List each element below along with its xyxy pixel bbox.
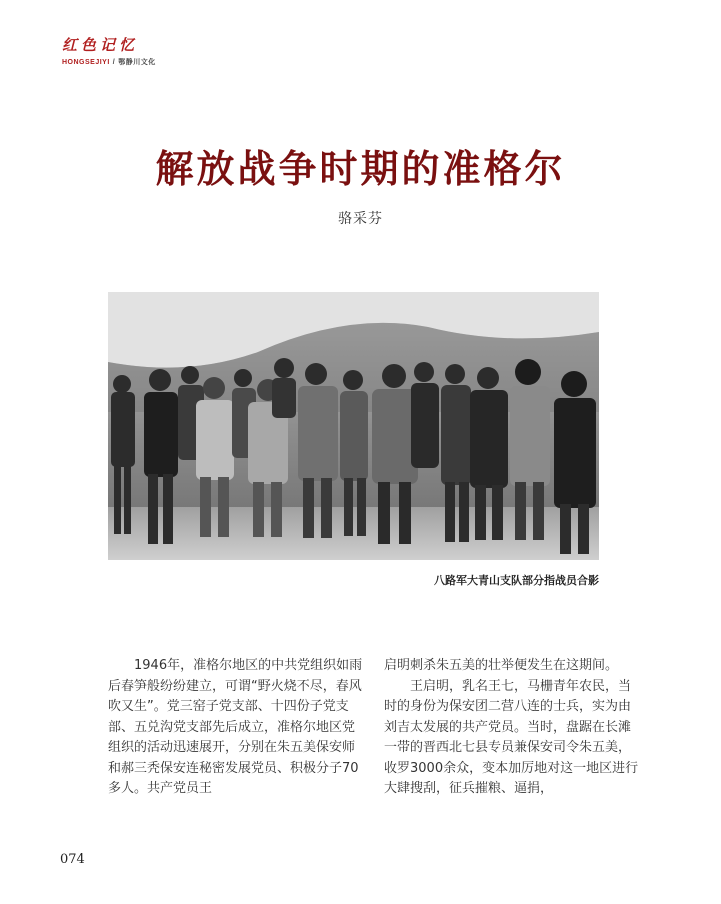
page-number: 074 [60, 852, 85, 867]
section-separator: / [112, 59, 116, 66]
body-column-right [384, 656, 640, 800]
soldier-figure [272, 358, 296, 418]
article-author: 骆采芬 [338, 211, 383, 227]
section-subtitle: 鄂静川文化 [118, 59, 156, 66]
photo-caption: 八路军大青山支队部分指战员合影 [434, 574, 599, 587]
section-header [62, 34, 156, 67]
body-column-left [108, 656, 364, 800]
section-title: 红色记忆 [62, 36, 139, 54]
photo-illustration [108, 292, 599, 560]
historical-group-photo [108, 292, 599, 560]
paragraph: 1946年，准格尔地区的中共党组织如雨后春笋般纷纷建立，可谓“野火烧不尽，春风吹又生”。党三窑子党支部、十四份子党支部、五兑沟党支部先后成立，准格尔地区党组织的活动迅速展开，分别在朱五美保安师和郝三秃保安连秘密发展党员、积极分子70多人。共产党员王 [108, 658, 363, 796]
article-title: 解放战争时期的准格尔 [155, 146, 566, 191]
paragraph: 王启明，乳名王七，马栅青年农民，当时的身份为保安团二营八连的士兵，实为由刘吉太发展的共产党员。当时，盘踞在长滩一带的晋西北七县专员兼保安司令朱五美，收罗3000余众，变本加厉地对这一地区进行大肆搜刮，征兵摧粮、逼捐， [384, 678, 639, 796]
paragraph: 启明刺杀朱五美的壮举便发生在这期间。 [384, 658, 619, 673]
section-subtitle-line [62, 57, 156, 67]
section-english: HONGSEJIYI [62, 59, 110, 66]
